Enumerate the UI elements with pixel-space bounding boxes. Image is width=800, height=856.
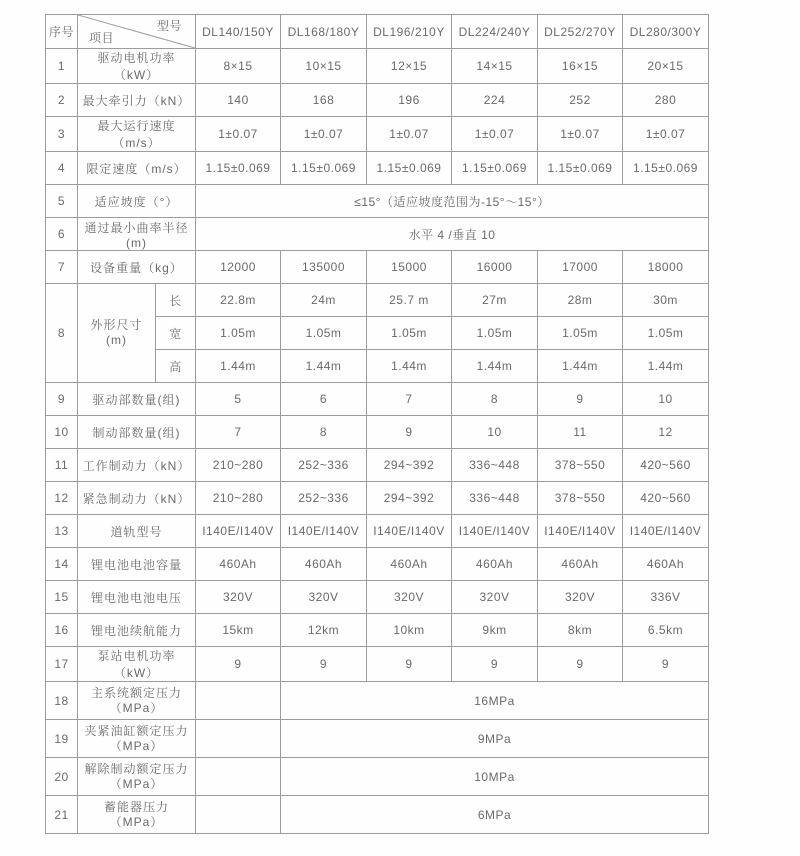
sub-label-cell: 宽	[156, 317, 196, 350]
value-cell: 12000	[196, 251, 281, 284]
value-cell: 25.7 m	[367, 284, 452, 317]
label-text: 主系统额定压力	[90, 685, 182, 700]
seq-header-cell: 序号	[46, 15, 78, 49]
value-cell: 1±0.07	[367, 117, 452, 152]
table-row	[46, 152, 709, 185]
value-cell: 27m	[452, 284, 538, 317]
value-cell: 420~560	[623, 482, 709, 515]
value-cell: 8×15	[196, 49, 281, 84]
seq-cell: 20	[46, 758, 78, 796]
table-row	[46, 49, 709, 84]
value-cell: 9	[281, 647, 367, 682]
model-column-header: DL196/210Y	[367, 15, 452, 49]
value-cell: 140	[196, 84, 281, 117]
value-cell: 1.05m	[281, 317, 367, 350]
value-cell: 9	[196, 647, 281, 682]
merged-value-cell: 16MPa	[281, 682, 709, 720]
value-cell: 1.05m	[623, 317, 709, 350]
value-cell: 378~550	[538, 449, 623, 482]
value-cell: 1.44m	[623, 350, 709, 383]
header-row	[46, 15, 709, 49]
table-row	[46, 284, 709, 317]
seq-cell: 6	[46, 218, 78, 251]
value-cell: I140E/I140V	[367, 515, 452, 548]
value-cell: 252	[538, 84, 623, 117]
label-cell: 最大运行速度（m/s）	[78, 117, 196, 152]
seq-cell: 17	[46, 647, 78, 682]
value-cell: 168	[281, 84, 367, 117]
model-column-header: DL168/180Y	[281, 15, 367, 49]
merged-value-cell: 6MPa	[281, 796, 709, 834]
value-cell: 460Ah	[452, 548, 538, 581]
label-cell: 设备重量（kg）	[78, 251, 196, 284]
label-cell: 道轨型号	[78, 515, 196, 548]
merged-value-cell: 10MPa	[281, 758, 709, 796]
table-row	[46, 482, 709, 515]
value-cell: 1.05m	[538, 317, 623, 350]
table-row	[46, 416, 709, 449]
table-row	[46, 758, 709, 796]
value-cell: 320V	[281, 581, 367, 614]
value-cell: 28m	[538, 284, 623, 317]
value-cell: 320V	[538, 581, 623, 614]
value-cell: 9	[538, 647, 623, 682]
value-cell: 6	[281, 383, 367, 416]
value-cell: I140E/I140V	[623, 515, 709, 548]
table-row	[46, 515, 709, 548]
model-column-header: DL140/150Y	[196, 15, 281, 49]
value-cell: 1±0.07	[452, 117, 538, 152]
value-cell: 8	[281, 416, 367, 449]
value-cell: 10×15	[281, 49, 367, 84]
table-row	[46, 548, 709, 581]
value-cell: 210~280	[196, 449, 281, 482]
value-cell: 20×15	[623, 49, 709, 84]
value-cell: 378~550	[538, 482, 623, 515]
table-row	[46, 614, 709, 647]
value-cell: 460Ah	[538, 548, 623, 581]
value-cell: 460Ah	[623, 548, 709, 581]
value-cell: 224	[452, 84, 538, 117]
value-cell: 12×15	[367, 49, 452, 84]
seq-cell: 14	[46, 548, 78, 581]
value-cell: 1.44m	[452, 350, 538, 383]
value-cell: 1±0.07	[281, 117, 367, 152]
value-cell: 8km	[538, 614, 623, 647]
label-cell: 适应坡度（°）	[78, 185, 196, 218]
table-row	[46, 720, 709, 758]
label-cell: 驱动部数量(组)	[78, 383, 196, 416]
value-cell: 9	[452, 647, 538, 682]
value-cell: 12km	[281, 614, 367, 647]
model-column-header: DL224/240Y	[452, 15, 538, 49]
label-cell	[78, 284, 156, 383]
value-cell: 336V	[623, 581, 709, 614]
model-header-label: 型号	[156, 19, 182, 33]
seq-cell: 4	[46, 152, 78, 185]
value-cell: 5	[196, 383, 281, 416]
label-unit: (m)	[106, 333, 127, 347]
value-cell: 320V	[196, 581, 281, 614]
empty-value-cell	[196, 758, 281, 796]
value-cell: 420~560	[623, 449, 709, 482]
merged-value-cell: 9MPa	[281, 720, 709, 758]
value-cell: 320V	[367, 581, 452, 614]
seq-cell: 3	[46, 117, 78, 152]
value-cell: 1.05m	[367, 317, 452, 350]
value-cell: 280	[623, 84, 709, 117]
label-unit: （MPa）	[109, 738, 164, 753]
value-cell: 336~448	[452, 482, 538, 515]
value-cell: 16000	[452, 251, 538, 284]
seq-cell: 16	[46, 614, 78, 647]
label-unit: （MPa）	[109, 700, 164, 715]
value-cell: 460Ah	[367, 548, 452, 581]
seq-cell: 19	[46, 720, 78, 758]
value-cell: 6.5km	[623, 614, 709, 647]
table-row	[46, 449, 709, 482]
seq-cell: 10	[46, 416, 78, 449]
value-cell: 24m	[281, 284, 367, 317]
seq-cell: 5	[46, 185, 78, 218]
sub-label-cell: 高	[156, 350, 196, 383]
value-cell: 10km	[367, 614, 452, 647]
value-cell: 15000	[367, 251, 452, 284]
seq-cell: 9	[46, 383, 78, 416]
value-cell: 460Ah	[281, 548, 367, 581]
label-text: 夹紧油缸额定压力	[84, 723, 189, 738]
label-cell: 驱动电机功率（kW）	[78, 49, 196, 84]
value-cell: I140E/I140V	[281, 515, 367, 548]
value-cell: 210~280	[196, 482, 281, 515]
label-cell: 工作制动力（kN）	[78, 449, 196, 482]
value-cell: 1.15±0.069	[452, 152, 538, 185]
value-cell: 9	[623, 647, 709, 682]
value-cell: 7	[196, 416, 281, 449]
value-cell: 252~336	[281, 449, 367, 482]
empty-value-cell	[196, 682, 281, 720]
value-cell: 294~392	[367, 449, 452, 482]
value-cell: 1.44m	[281, 350, 367, 383]
table-row	[46, 185, 709, 218]
value-cell: 1.15±0.069	[196, 152, 281, 185]
value-cell: 18000	[623, 251, 709, 284]
label-unit: （MPa）	[109, 776, 164, 791]
seq-cell: 21	[46, 796, 78, 834]
label-cell: 最大牵引力（kN）	[78, 84, 196, 117]
label-cell	[78, 758, 196, 796]
value-cell: 252~336	[281, 482, 367, 515]
value-cell: 196	[367, 84, 452, 117]
value-cell: 460Ah	[196, 548, 281, 581]
value-cell: 135000	[281, 251, 367, 284]
seq-cell: 7	[46, 251, 78, 284]
spec-table	[45, 14, 709, 834]
value-cell: 1.44m	[538, 350, 623, 383]
value-cell: 16×15	[538, 49, 623, 84]
label-cell: 限定速度（m/s）	[78, 152, 196, 185]
diagonal-header	[78, 15, 195, 48]
empty-value-cell	[196, 720, 281, 758]
value-cell: I140E/I140V	[196, 515, 281, 548]
value-cell: 320V	[452, 581, 538, 614]
label-cell	[78, 682, 196, 720]
value-cell: 10	[623, 383, 709, 416]
table-row	[46, 383, 709, 416]
label-text: 蓄能器压力	[103, 799, 169, 814]
model-column-header: DL280/300Y	[623, 15, 709, 49]
table-row	[46, 682, 709, 720]
value-cell: 15km	[196, 614, 281, 647]
value-cell: 1.05m	[452, 317, 538, 350]
label-cell	[78, 796, 196, 834]
merged-value-cell: ≤15°（适应坡度范围为-15°～15°）	[196, 185, 709, 218]
value-cell: 1.44m	[196, 350, 281, 383]
value-cell: 22.8m	[196, 284, 281, 317]
value-cell: 9km	[452, 614, 538, 647]
value-cell: 336~448	[452, 449, 538, 482]
label-unit: （MPa）	[109, 814, 164, 829]
value-cell: 1.05m	[196, 317, 281, 350]
seq-cell: 8	[46, 284, 78, 383]
value-cell: 1±0.07	[623, 117, 709, 152]
value-cell: 17000	[538, 251, 623, 284]
value-cell: 11	[538, 416, 623, 449]
merged-value-cell: 水平 4 /垂直 10	[196, 218, 709, 251]
label-cell: 锂电池电池容量	[78, 548, 196, 581]
seq-cell: 2	[46, 84, 78, 117]
table-row	[46, 796, 709, 834]
table-row	[46, 84, 709, 117]
label-cell	[78, 720, 196, 758]
seq-cell: 18	[46, 682, 78, 720]
label-cell: 锂电池电池电压	[78, 581, 196, 614]
table-row	[46, 251, 709, 284]
value-cell: 294~392	[367, 482, 452, 515]
value-cell: 14×15	[452, 49, 538, 84]
model-column-header: DL252/270Y	[538, 15, 623, 49]
label-text: 外形尺寸	[90, 318, 143, 332]
seq-cell: 15	[46, 581, 78, 614]
value-cell: 9	[367, 647, 452, 682]
value-cell: I140E/I140V	[538, 515, 623, 548]
label-cell: 制动部数量(组)	[78, 416, 196, 449]
seq-cell: 12	[46, 482, 78, 515]
empty-value-cell	[196, 796, 281, 834]
value-cell: 1.15±0.069	[623, 152, 709, 185]
seq-cell: 1	[46, 49, 78, 84]
value-cell: 1±0.07	[538, 117, 623, 152]
value-cell: 1.44m	[367, 350, 452, 383]
table-row	[46, 117, 709, 152]
seq-cell: 13	[46, 515, 78, 548]
label-text: 解除制动额定压力	[84, 761, 189, 776]
value-cell: 9	[538, 383, 623, 416]
value-cell: 1.15±0.069	[367, 152, 452, 185]
value-cell: 8	[452, 383, 538, 416]
value-cell: 12	[623, 416, 709, 449]
sub-label-cell: 长	[156, 284, 196, 317]
diagonal-header-cell	[78, 15, 196, 49]
value-cell: I140E/I140V	[452, 515, 538, 548]
label-cell: 泵站电机功率（kW）	[78, 647, 196, 682]
value-cell: 1.15±0.069	[538, 152, 623, 185]
item-header-label: 项目	[89, 31, 115, 45]
value-cell: 9	[367, 416, 452, 449]
table-row	[46, 581, 709, 614]
value-cell: 1±0.07	[196, 117, 281, 152]
value-cell: 30m	[623, 284, 709, 317]
label-cell: 通过最小曲率半径(m)	[78, 218, 196, 251]
value-cell: 7	[367, 383, 452, 416]
table-row	[46, 218, 709, 251]
table-row	[46, 647, 709, 682]
value-cell: 1.15±0.069	[281, 152, 367, 185]
value-cell: 10	[452, 416, 538, 449]
label-cell: 锂电池续航能力	[78, 614, 196, 647]
label-cell: 紧急制动力（kN）	[78, 482, 196, 515]
seq-cell: 11	[46, 449, 78, 482]
